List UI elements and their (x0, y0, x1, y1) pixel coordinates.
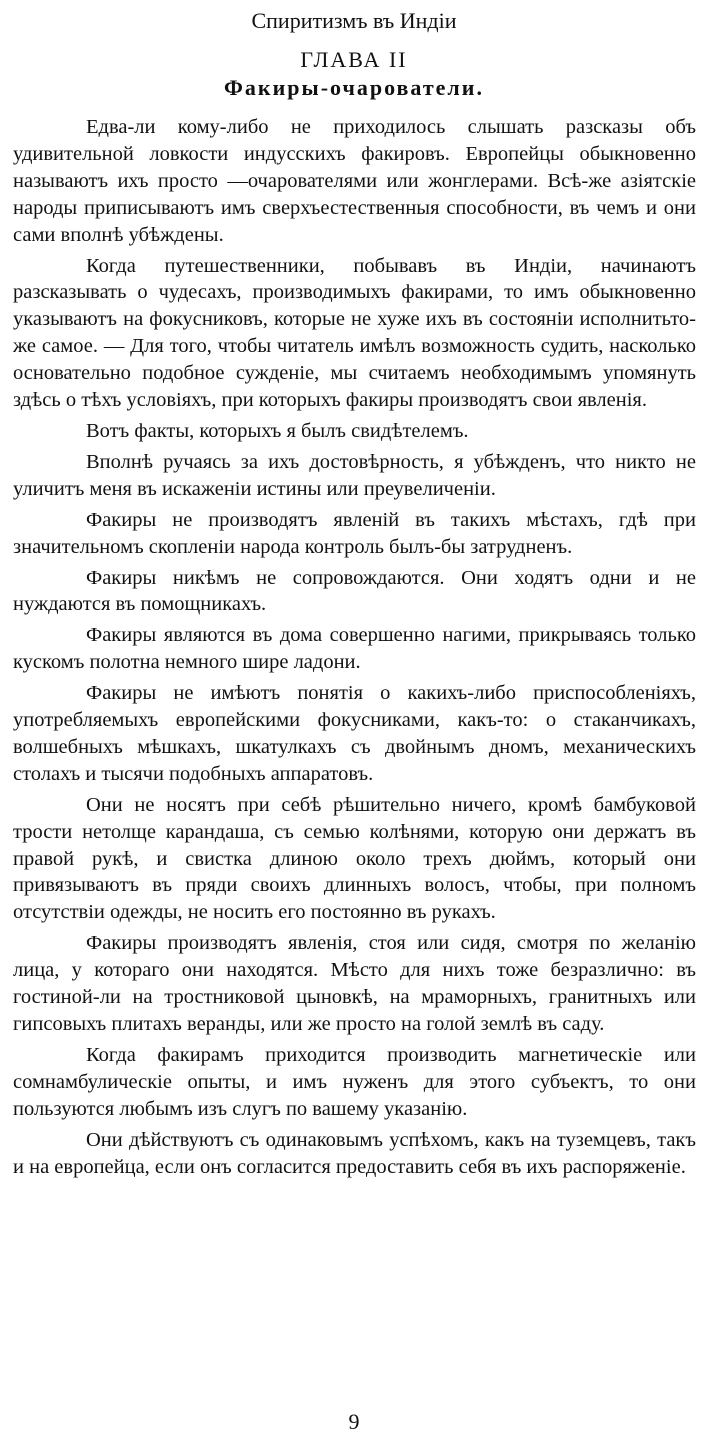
paragraph: Факиры являются въ дома совершенно нагими, прикрываясь только кускомъ полотна немного шире ладони. (13, 624, 696, 674)
running-head: Спиритизмъ въ Индіи (251, 8, 457, 33)
paragraph: Факиры производятъ явленія, стоя или сидя, смотря по желанію лица, у котораго они находятся. Мѣсто для нихъ тоже безразлично: въ гостиной-ли на тростниковой цыновкѣ, на мраморныхъ, гранитныхъ или гипсовыхъ плитахъ веранды, или же просто на голой землѣ въ саду. (13, 932, 696, 1035)
paragraph: Они не носятъ при себѣ рѣшительно ничего, кромѣ бамбуковой трости нетолще карандаша, съ семью колѣнями, которую они держатъ въ правой рукѣ, и свистка длиною около трехъ дюймъ, который они привязываютъ въ пряди своихъ длинныхъ волосъ, чтобы, при полномъ отсутствіи одежды, не носить его постоянно въ рукахъ. (13, 793, 696, 924)
chapter-number: ГЛАВА II (300, 47, 408, 72)
paragraph: Вполнѣ ручаясь за ихъ достовѣрность, я убѣжденъ, что никто не уличитъ меня въ искаженіи истины или преувеличеніи. (13, 450, 696, 500)
body-text (13, 114, 696, 1184)
paragraph: Вотъ факты, которыхъ я былъ свидѣтелемъ. (86, 419, 469, 442)
paragraph: Едва-ли кому-либо не приходилось слышать разсказы объ удивительной ловкости индусскихъ факировъ. Европейцы обыкновенно называютъ ихъ просто —очарователями или жонглерами. Всѣ-же азіятскіе народы приписываютъ имъ сверхъестественныя способности, въ чемъ и они сами вполнѣ убѣждены. (13, 116, 696, 246)
paragraph: Когда путешественники, побывавъ въ Индіи, начинаютъ разсказывать о чудесахъ, производимыхъ факирами, то имъ обыкновенно указываютъ на фокусниковъ, которые не хуже ихъ въ состояніи исполнитьто-же самое. — Для того, чтобы читатель имѣлъ возможность судить, насколько основательно подобное сужденіе, мы считаемъ необходимымъ упомянуть здѣсь о тѣхъ условіяхъ, при которыхъ факиры производятъ свои явленія. (13, 254, 696, 412)
chapter-title: Факиры-очарователи. (224, 75, 484, 100)
paragraph: Когда факирамъ приходится производить магнетическіе или сомнамбулическіе опыты, и имъ нуженъ для этого субъектъ, то они пользуются любымъ изъ слугъ по вашему указанію. (13, 1043, 696, 1120)
paragraph: Они дѣйствуютъ съ одинаковымъ успѣхомъ, какъ на туземцевъ, такъ и на европейца, если онъ согласится предоставить себя въ ихъ распоряженіе. (13, 1128, 696, 1178)
page-number: 9 (348, 1409, 360, 1434)
paragraph: Факиры никѣмъ не сопровождаются. Они ходятъ одни и не нуждаются въ помощникахъ. (13, 566, 696, 616)
paragraph: Факиры не имѣютъ понятія о какихъ-либо приспособленіяхъ, употребляемыхъ европейскими фокусниками, какъ-то: о стаканчикахъ, волшебныхъ мѣшкахъ, шкатулкахъ съ двойнымъ дномъ, механическихъ столахъ и тысячи подобныхъ аппаратовъ. (13, 682, 696, 785)
paragraph: Факиры не производятъ явленій въ такихъ мѣстахъ, гдѣ при значительномъ скопленіи народа контроль былъ-бы затрудненъ. (13, 508, 696, 558)
